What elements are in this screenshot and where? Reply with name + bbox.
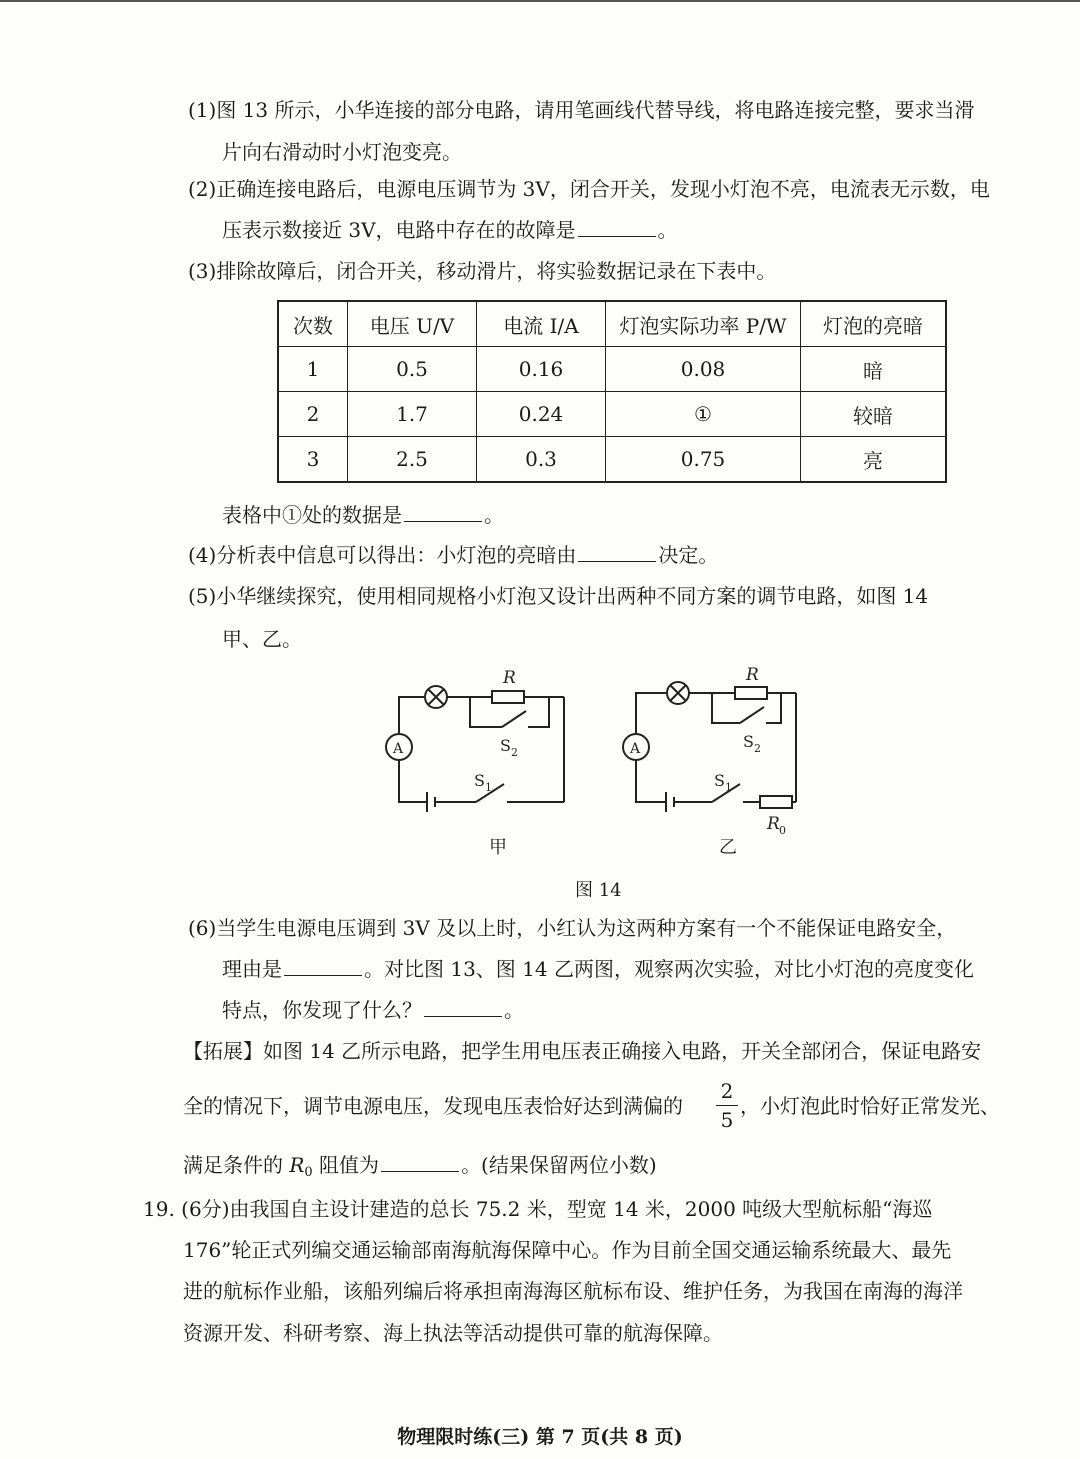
fraction-bar (716, 1105, 738, 1106)
table-header-cell: 次数 (278, 301, 348, 347)
ext-line3-text: 满足条件的 (183, 1153, 290, 1177)
q3-after-end: 。 (484, 503, 504, 527)
q19-line1: 19. (6分)由我国自主设计建造的总长 75.2 米，型宽 14 米，2000 吨级大型航标船“海巡 (143, 1197, 933, 1221)
label-r0-sub: 0 (779, 824, 786, 837)
label-r-left: R (503, 668, 516, 688)
lamp-icon (425, 686, 447, 708)
label-s1-left-sub: 1 (485, 781, 492, 794)
q6-line3-end: 。 (504, 998, 524, 1022)
ammeter-label-right: A (630, 741, 641, 757)
ammeter-label-left: A (393, 741, 404, 757)
table-cell: 0.75 (606, 437, 801, 483)
answer-blank (404, 503, 482, 522)
q6-line2-rest: 。对比图 13、图 14 乙两图，观察两次实验，对比小灯泡的亮度变化 (364, 957, 974, 981)
switch-s1-icon (712, 784, 740, 802)
ext-line1: 【拓展】如图 14 乙所示电路，把学生用电压表正确接入电路，开关全部闭合，保证电路安 (183, 1039, 982, 1063)
switch-s1-icon (476, 784, 504, 802)
table-cell: 0.3 (477, 437, 606, 483)
q2-line2-text: 压表示数接近 3V，电路中存在的故障是 (222, 218, 576, 242)
table-cell: 较暗 (801, 392, 947, 437)
resistor-r-icon (735, 687, 767, 699)
q3-line1: (3)排除故障后，闭合开关，移动滑片，将实验数据记录在下表中。 (188, 259, 777, 283)
table-cell: 1 (278, 347, 348, 392)
ext-line3-mid: 阻值为 (312, 1153, 380, 1177)
q6-line1: (6)当学生电源电压调到 3V 及以上时，小红认为这两种方案有一个不能保证电路安全， (188, 916, 957, 940)
q19-line3: 进的航标作业船，该船列编后将承担南海海区航标布设、维护任务，为我国在南海的海洋 (183, 1279, 963, 1303)
answer-blank (578, 543, 656, 562)
q4-end: 决定。 (658, 543, 719, 567)
resistor-r-icon (492, 691, 524, 703)
data-table (277, 300, 947, 483)
q5-line2: 甲、乙。 (222, 627, 302, 651)
label-r0: R (767, 814, 780, 834)
fraction (716, 1079, 738, 1132)
caption-right-circuit: 乙 (719, 837, 737, 858)
answer-blank (424, 998, 502, 1017)
q19-line4: 资源开发、科研考察、海上执法等活动提供可靠的航海保障。 (183, 1321, 723, 1345)
table-header-row (278, 301, 946, 347)
ammeter-icon (623, 734, 649, 760)
table-cell: 2.5 (348, 437, 477, 483)
table-cell: 暗 (801, 347, 947, 392)
table-cell: 0.16 (477, 347, 606, 392)
ext-r0-sub: 0 (304, 1165, 313, 1180)
q2-line2 (222, 217, 678, 243)
ext-r0-symbol: R (289, 1153, 305, 1177)
page-footer: 物理限时练(三) 第 7 页(共 8 页) (397, 1426, 683, 1448)
table-cell: 1.7 (348, 392, 477, 437)
table-cell: 3 (278, 437, 348, 483)
q3-after-text: 表格中①处的数据是 (222, 503, 402, 527)
fraction-denominator: 5 (720, 1108, 734, 1132)
table-cell: 0.24 (477, 392, 606, 437)
ext-line3 (183, 1152, 657, 1186)
label-s1-right-sub: 1 (725, 781, 732, 794)
table-header-cell: 灯泡的亮暗 (801, 301, 947, 347)
label-s2-left: S (500, 736, 511, 755)
q2-line2-end: 。 (657, 218, 678, 242)
figure-caption: 图 14 (575, 880, 622, 901)
ammeter-icon (386, 734, 412, 760)
q4-line (188, 542, 718, 568)
label-s2-right: S (743, 732, 754, 751)
label-s2-right-sub: 2 (754, 742, 761, 755)
fraction-numerator: 2 (720, 1079, 734, 1103)
ext-line2a: 全的情况下，调节电源电压，发现电压表恰好达到满偏的 (183, 1094, 683, 1118)
ext-line3-end: 。(结果保留两位小数) (461, 1153, 657, 1177)
q5-line1: (5)小华继续探究，使用相同规格小灯泡又设计出两种不同方案的调节电路，如图 14 (188, 584, 929, 608)
q1-line1: (1)图 13 所示，小华连接的部分电路，请用笔画线代替导线，将电路连接完整，要求当滑 (188, 98, 975, 122)
table-cell: 2 (278, 392, 348, 437)
q6-line3-text: 特点，你发现了什么？ (222, 998, 422, 1022)
circuit-left (386, 686, 564, 812)
table-row (278, 437, 946, 483)
table-cell: 亮 (801, 437, 947, 483)
label-s1-left: S (474, 771, 485, 790)
answer-blank (284, 957, 362, 976)
table-header-cell: 电流 I/A (477, 301, 606, 347)
q2-line1: (2)正确连接电路后，电源电压调节为 3V，闭合开关，发现小灯泡不亮，电流表无示数，电 (188, 177, 990, 201)
table-cell: 0.5 (348, 347, 477, 392)
table-header-cell: 电压 U/V (348, 301, 477, 347)
label-s1-right: S (714, 771, 725, 790)
q6-line2 (222, 956, 974, 982)
answer-blank (578, 218, 656, 237)
circuit-right (623, 682, 796, 812)
q1-line2: 片向右滑动时小灯泡变亮。 (222, 140, 462, 164)
table-row (278, 392, 946, 437)
switch-s2-icon (740, 707, 764, 723)
switch-s2-icon (502, 711, 526, 727)
resistor-r0-icon (760, 796, 792, 808)
table-cell: 0.08 (606, 347, 801, 392)
label-r-right: R (746, 665, 759, 685)
q6-line2-text: 理由是 (222, 957, 282, 981)
answer-blank (381, 1153, 459, 1172)
q4-text: (4)分析表中信息可以得出：小灯泡的亮暗由 (188, 543, 577, 567)
lamp-icon (667, 682, 689, 704)
q6-line3 (222, 997, 524, 1023)
ext-line2b: ，小灯泡此时恰好正常发光、 (740, 1094, 1000, 1118)
q3-after-table (222, 502, 504, 528)
table-row (278, 347, 946, 392)
q19-line2: 176”轮正式列编交通运输部南海航海保障中心。作为目前全国交通运输系统最大、最先 (183, 1238, 952, 1262)
page-top-edge (0, 0, 1080, 2)
caption-left-circuit: 甲 (489, 837, 507, 858)
table-header-cell: 灯泡实际功率 P/W (606, 301, 801, 347)
label-s2-left-sub: 2 (511, 746, 518, 759)
table-cell: ① (606, 392, 801, 437)
